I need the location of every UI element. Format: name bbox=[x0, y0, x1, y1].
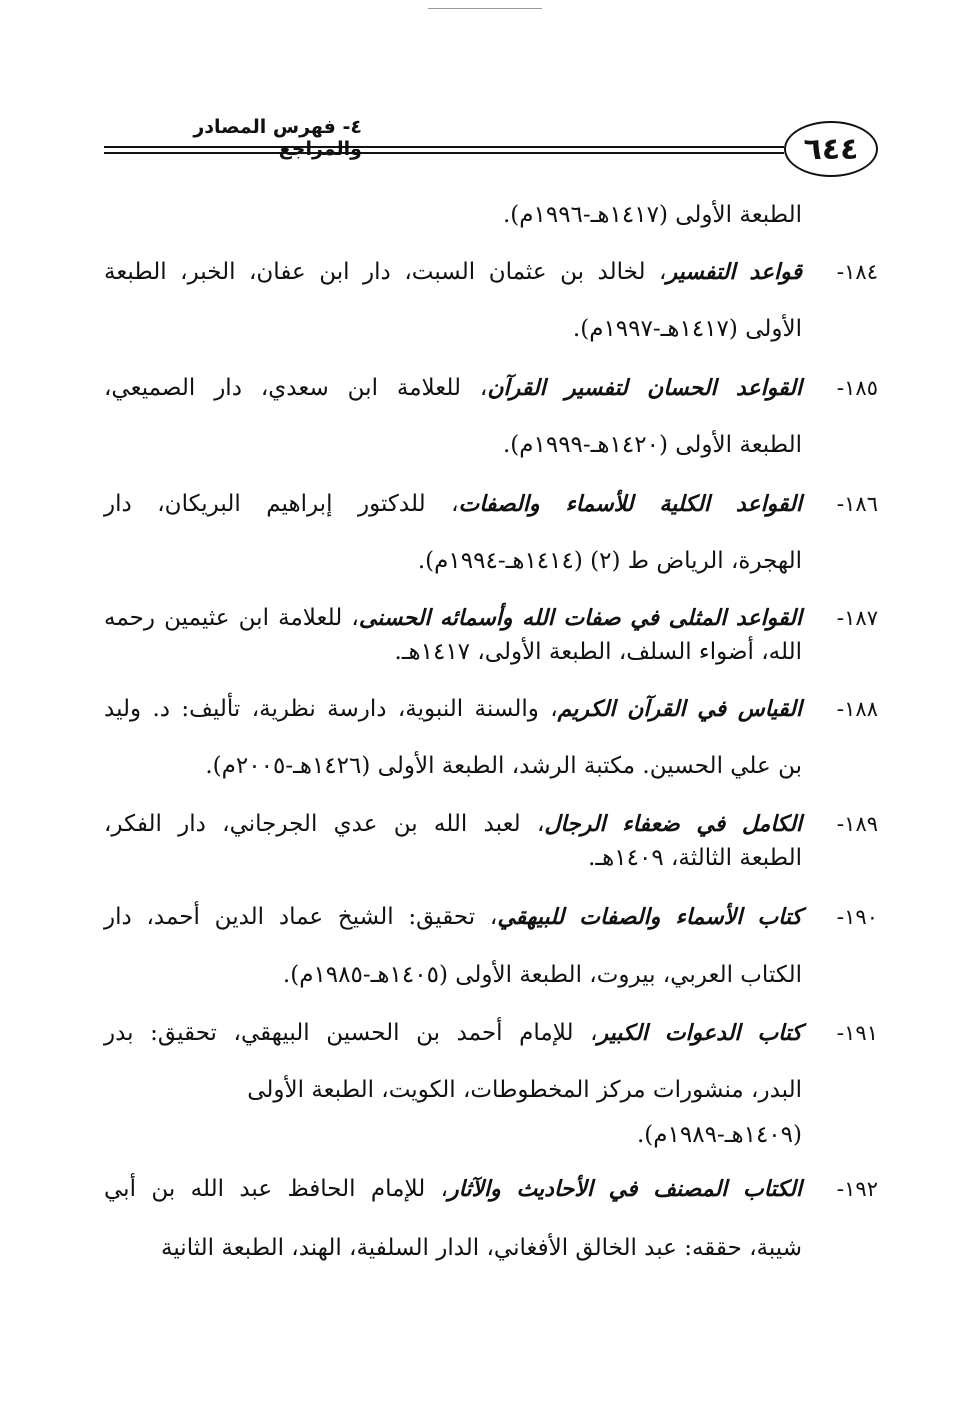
entry-text: ، للعلامة ابن عثيمين رحمه bbox=[104, 605, 359, 631]
book-title: قواعد التفسير bbox=[666, 260, 802, 285]
entry-number: ١٨٦- bbox=[836, 492, 878, 516]
header-rule bbox=[104, 146, 784, 148]
reference-continuation-line bbox=[104, 425, 802, 465]
book-title: كتاب الأسماء والصفات للبيهقي bbox=[497, 905, 802, 930]
entry-text: ، للدكتور إبراهيم البريكان، دار bbox=[104, 491, 459, 517]
header-rule bbox=[104, 152, 784, 154]
section-title: ٤- فهرس المصادر والمراجع bbox=[193, 116, 362, 160]
book-title: القياس في القرآن الكريم bbox=[557, 697, 802, 722]
entry-text: الطبعة الأولى (١٤١٧هـ-١٩٩٦م). bbox=[502, 202, 802, 228]
book-title: كتاب الدعوات الكبير bbox=[597, 1021, 802, 1046]
reference-continuation-line bbox=[104, 195, 802, 235]
reference-entry-line bbox=[104, 897, 878, 937]
reference-continuation-line bbox=[104, 1115, 802, 1155]
reference-entry-line bbox=[104, 689, 878, 729]
book-title: الكتاب المصنف في الأحاديث والآثار bbox=[448, 1177, 802, 1202]
entry-number: ١٩٠- bbox=[836, 905, 878, 929]
reference-continuation-line bbox=[104, 1228, 802, 1268]
reference-entry-line bbox=[104, 368, 878, 408]
reference-entry-line bbox=[104, 1169, 878, 1209]
entry-text: شيبة، حققه: عبد الخالق الأفغاني، الدار السلفية، الهند، الطبعة الثانية bbox=[161, 1235, 802, 1261]
entry-text: البدر، منشورات مركز المخطوطات، الكويت، الطبعة الأولى bbox=[247, 1077, 802, 1103]
entry-text: (١٤٠٩هـ-١٩٨٩م). bbox=[637, 1122, 802, 1148]
reference-continuation-line bbox=[104, 632, 802, 672]
entry-text: الله، أضواء السلف، الطبعة الأولى، ١٤١٧هـ. bbox=[394, 639, 802, 665]
entry-text: ، لخالد بن عثمان السبت، دار ابن عفان، الخبر، الطبعة bbox=[104, 259, 667, 285]
entry-text: الطبعة الثالثة، ١٤٠٩هـ. bbox=[588, 845, 802, 871]
book-title: القواعد الكلية للأسماء والصفات bbox=[458, 492, 802, 517]
entry-text: ، تحقيق: الشيخ عماد الدين أحمد، دار bbox=[104, 904, 498, 930]
entry-number: ١٨٨- bbox=[836, 697, 878, 721]
entry-text: الطبعة الأولى (١٤٢٠هـ-١٩٩٩م). bbox=[502, 432, 802, 458]
reference-entry-line bbox=[104, 1013, 878, 1053]
reference-entry-line bbox=[104, 484, 878, 524]
reference-continuation-line bbox=[104, 541, 802, 581]
entry-text: الأولى (١٤١٧هـ-١٩٩٧م). bbox=[572, 316, 802, 342]
page-header bbox=[104, 112, 880, 192]
book-title: الكامل في ضعفاء الرجال bbox=[544, 812, 803, 837]
entry-number: ١٩١- bbox=[836, 1021, 878, 1045]
entry-number: ١٨٩- bbox=[836, 812, 879, 836]
entry-text: ، للإمام الحافظ عبد الله بن أبي bbox=[104, 1176, 448, 1202]
top-rule bbox=[428, 8, 542, 9]
book-title: القواعد الحسان لتفسير القرآن bbox=[487, 376, 802, 401]
entry-text: الهجرة، الرياض ط (٢) (١٤١٤هـ-١٩٩٤م). bbox=[417, 548, 802, 574]
entry-number: ١٨٤- bbox=[836, 260, 878, 284]
entry-text: ، لعبد الله بن عدي الجرجاني، دار الفكر، bbox=[104, 811, 545, 837]
entry-text: ، والسنة النبوية، دارسة نظرية، تأليف: د. وليد bbox=[104, 696, 558, 722]
entry-text: ، للعلامة ابن سعدي، دار الصميعي، bbox=[104, 375, 488, 401]
entry-text: ، للإمام أحمد بن الحسين البيهقي، تحقيق: بدر bbox=[104, 1020, 598, 1046]
entry-number: ١٨٧- bbox=[836, 606, 878, 630]
reference-continuation-line bbox=[104, 1070, 802, 1110]
reference-continuation-line bbox=[104, 309, 802, 349]
reference-entry-line bbox=[104, 252, 878, 292]
page-number: ٦٤٤ bbox=[784, 121, 878, 177]
reference-continuation-line bbox=[104, 955, 802, 995]
entry-text: الكتاب العربي، بيروت، الطبعة الأولى (١٤٠٥هـ-١٩٨٥م). bbox=[282, 962, 802, 988]
entry-text: بن علي الحسين. مكتبة الرشد، الطبعة الأولى (١٤٢٦هـ-٢٠٠٥م). bbox=[205, 753, 802, 779]
reference-continuation-line bbox=[104, 746, 802, 786]
entry-number: ١٩٢- bbox=[836, 1177, 878, 1201]
reference-continuation-line bbox=[104, 838, 802, 878]
book-title: القواعد المثلى في صفات الله وأسمائه الحسنى bbox=[358, 606, 802, 631]
entry-number: ١٨٥- bbox=[836, 376, 878, 400]
